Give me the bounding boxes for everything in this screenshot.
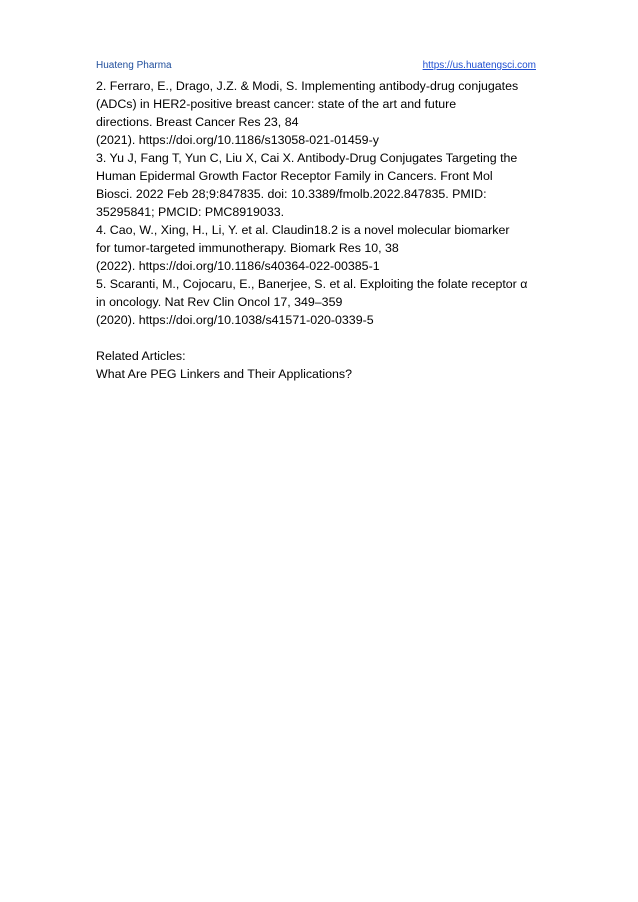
reference-line: directions. Breast Cancer Res 23, 84 [96, 115, 299, 129]
reference-line: for tumor-targeted immunotherapy. Biomark Res 10, 38 [96, 241, 399, 255]
reference-line: Biosci. 2022 Feb 28;9:847835. doi: 10.3389/fmolb.2022.847835. PMID: [96, 187, 487, 201]
paragraph-spacer [96, 329, 546, 347]
reference-line: 4. Cao, W., Xing, H., Li, Y. et al. Claudin18.2 is a novel molecular biomarker [96, 223, 510, 237]
related-article-link[interactable]: What Are PEG Linkers and Their Applications? [96, 367, 352, 381]
reference-line: 2. Ferraro, E., Drago, J.Z. & Modi, S. Implementing antibody-drug conjugates [96, 79, 519, 93]
reference-line: in oncology. Nat Rev Clin Oncol 17, 349–359 [96, 295, 343, 309]
reference-line: (2022). https://doi.org/10.1186/s40364-022-00385-1 [96, 259, 380, 273]
reference-line: 5. Scaranti, M., Cojocaru, E., Banerjee, S. et al. Exploiting the folate receptor α [96, 277, 528, 291]
reference-line: 35295841; PMCID: PMC8919033. [96, 205, 285, 219]
reference-line: 3. Yu J, Fang T, Yun C, Liu X, Cai X. Antibody-Drug Conjugates Targeting the [96, 151, 518, 165]
reference-line: (ADCs) in HER2-positive breast cancer: state of the art and future [96, 97, 457, 111]
document-body [96, 77, 546, 383]
related-articles-heading: Related Articles: [96, 349, 186, 363]
reference-line: Human Epidermal Growth Factor Receptor Family in Cancers. Front Mol [96, 169, 493, 183]
page-header [96, 59, 536, 73]
reference-line: (2020). https://doi.org/10.1038/s41571-020-0339-5 [96, 313, 374, 327]
site-url-link[interactable]: https://us.huatengsci.com [422, 60, 536, 71]
brand-name: Huateng Pharma [96, 60, 172, 71]
reference-line: (2021). https://doi.org/10.1186/s13058-021-01459-y [96, 133, 379, 147]
